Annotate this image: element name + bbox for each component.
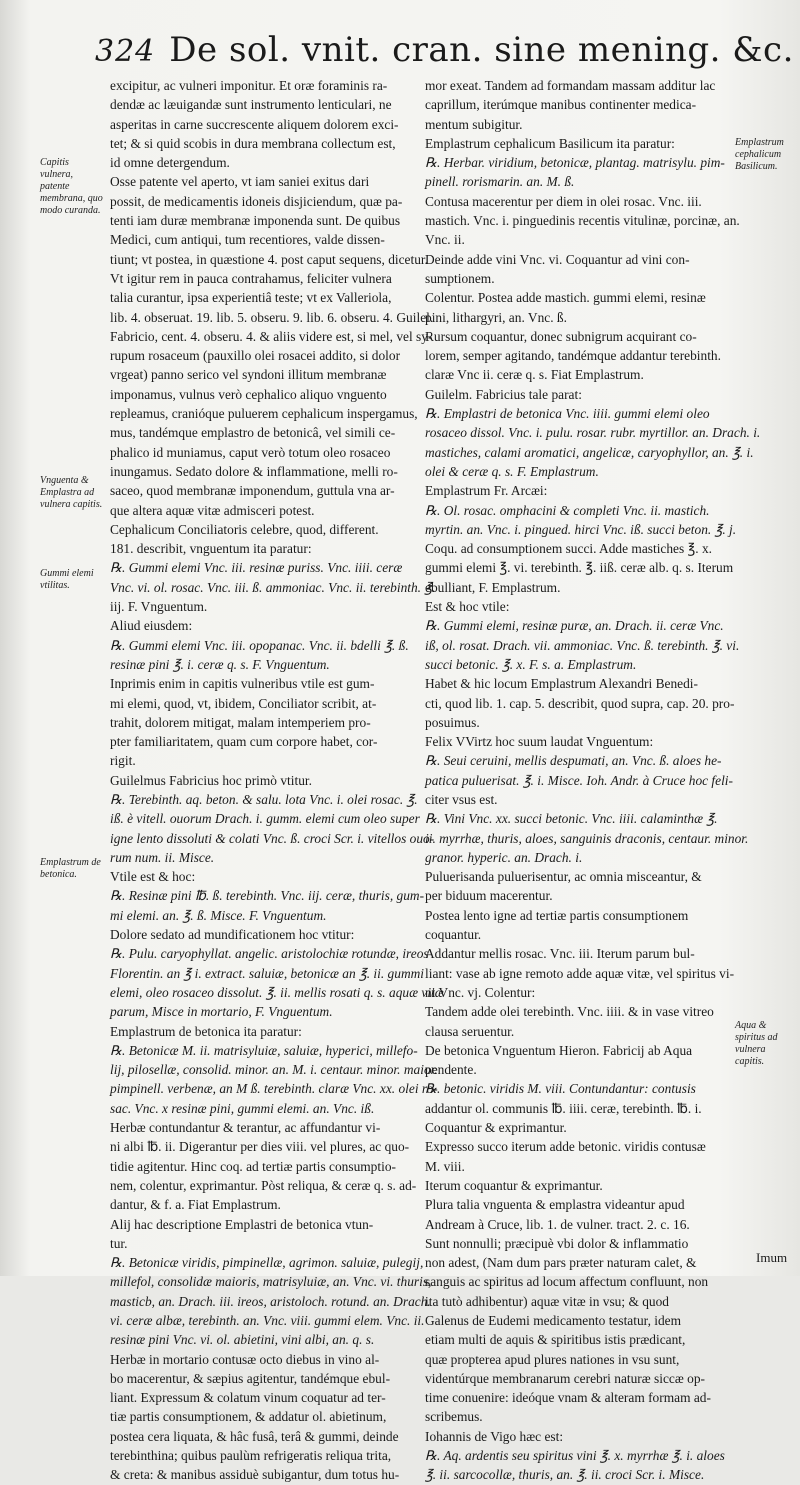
text-line: ii. myrrhæ, thuris, aloes, sanguinis draconis, centaur. minor. <box>425 830 749 846</box>
margin-note-gummi-elemi: Gummi elemi vtilitas. <box>40 568 94 591</box>
text-line: Est & hoc vtile: <box>425 599 510 615</box>
text-line: masticb, an. Drach. iii. ireos, aristoloch. rotund. an. Drach. <box>110 1293 431 1309</box>
text-line: Sunt nonnulli; præcipuè vbi dolor & inflammatio <box>425 1235 689 1251</box>
text-line: Postea lento igne ad tertiæ partis consumptionem <box>425 907 689 923</box>
text-line: resinæ pini ℥. i. ceræ q. s. F. Vnguentum. <box>110 656 330 672</box>
text-line: iij. F. Vnguentum. <box>110 599 208 615</box>
text-line: Dolore sedato ad mundificationem hoc vtitur: <box>110 927 355 943</box>
text-line: lij, pilosellæ, consolid. minor. an. M. i. centaur. minor. maior. <box>110 1062 438 1078</box>
text-line: granor. hyperic. an. Drach. i. <box>425 849 583 865</box>
text-line: que altera aquæ vitæ admisceri potest. <box>110 502 315 518</box>
text-line: excipitur, ac vulneri imponitur. Et oræ foraminis ra- <box>110 78 388 93</box>
text-line: Puluerisanda puluerisentur, ac omnia misceantur, & <box>425 869 702 885</box>
margin-note-capitis-vulnera: Capitis vulnera, patente membrana, quo modo curanda. <box>40 157 103 216</box>
text-line: liant. Expressum & colatum vinum coquatur ad ter- <box>110 1390 386 1406</box>
text-line: posuimus. <box>425 714 480 730</box>
text-line: Vnc. ii. <box>425 232 465 248</box>
text-line: M. viii. <box>425 1158 465 1174</box>
text-line: Andream à Cruce, lib. 1. de vulner. tract. 2. c. 16. <box>425 1216 690 1232</box>
text-line: Guilelmus Fabricius hoc primò vtitur. <box>110 772 312 788</box>
text-line: elemi, oleo rosaceo dissolut. ℥. ii. mellis rosati q. s. aquæ vitæ <box>110 984 444 1000</box>
text-line: Vnc. vi. ol. rosac. Vnc. iii. ß. ammoniac. Vnc. ii. terebinth. ℥. <box>110 579 436 595</box>
text-line: asperitas in carne succrescente aliquem dolorem exci- <box>110 116 399 132</box>
catchword: Imum <box>756 1250 788 1265</box>
page-header <box>95 30 794 70</box>
text-line: iß, ol. rosat. Drach. vii. ammoniac. Vnc. ß. terebinth. ℥. vi. <box>425 637 740 653</box>
text-line: De betonica Vnguentum Hieron. Fabricij ab Aqua <box>425 1042 693 1058</box>
text-line: ℞. Seui ceruini, mellis despumati, an. Vnc. ß. aloes he- <box>425 753 722 769</box>
text-line: lib. 4. obseruat. 19. lib. 5. obseru. 9. lib. 6. obseru. 4. Guilel. <box>110 309 434 325</box>
text-line: etiam multi de aquis & spiritibus istis prædicant, <box>425 1332 686 1348</box>
text-line: Medici, cum antiqui, tum recentiores, valde dissen- <box>110 232 385 248</box>
text-line: sac. Vnc. x resinæ pini, gummi elemi. an. Vnc. iß. <box>110 1100 375 1116</box>
text-line: sanguis ac spiritus ad locum affectum confluunt, non <box>425 1274 709 1290</box>
text-line: ℞. Resinæ pini ℔. ß. terebinth. Vnc. iij. ceræ, thuris, gum- <box>110 888 425 904</box>
margin-note-vnguenta-emplastra: Vnguenta & Emplastra ad vulnera capitis. <box>40 475 103 510</box>
text-line: & creta: & manibus assiduè subigantur, dum totus hu- <box>110 1467 400 1483</box>
text-line: Alij hac descriptione Emplastri de betonica vtun- <box>110 1216 374 1232</box>
text-line: bo macerentur, & sæpius agitentur, tandémque ebul- <box>110 1370 391 1386</box>
text-line: tur. <box>110 1235 128 1251</box>
text-line: ℞. Pulu. caryophyllat. angelic. aristolochiæ rotundæ, ireos <box>110 946 429 962</box>
text-line: non adest, (Nam dum pars præter naturam calet, & <box>425 1255 697 1271</box>
text-line: terebinthina; quibus paulùm refrigeratis reliqua trita, <box>110 1448 392 1464</box>
text-line: ℞. Betonicæ viridis, pimpinellæ, agrimon. saluiæ, pulegij, <box>110 1255 424 1271</box>
text-line: lorem, semper agitando, tandémque addantur terebinth. <box>425 348 721 364</box>
page-number: 324 <box>95 34 156 69</box>
text-line: pendente. <box>425 1062 477 1078</box>
text-line: ni albi ℔. ii. Digerantur per dies viii. vel plures, ac quo- <box>110 1139 410 1155</box>
text-line: mor exeat. Tandem ad formandam massam additur lac <box>425 78 716 93</box>
text-line: addantur ol. communis ℔. iiii. ceræ, terebinth. ℔. i. <box>425 1100 702 1116</box>
text-line: Colentur. Postea adde mastich. gummi elemi, resinæ <box>425 290 706 306</box>
text-line: imponamus, vulnus verò cephalico aliquo vnguento <box>110 386 387 402</box>
text-line: mus, tandémque emplastro de betonicâ, vel simili ce- <box>110 425 396 441</box>
text-line: Felix VVirtz hoc suum laudat Vnguentum: <box>425 734 654 750</box>
text-line: Herbæ contundantur & terantur, ac affundantur vi- <box>110 1120 381 1136</box>
text-line: ℞. Emplastri de betonica Vnc. iiii. gummi elemi oleo <box>425 406 710 422</box>
text-line: mi elemi, quod, vt, ibidem, Conciliator scribit, at- <box>110 695 377 711</box>
text-line: Rursum coquantur, donec subnigrum acquirant co- <box>425 328 697 344</box>
text-line: pimpinell. verbenæ, an M ß. terebinth. claræ Vnc. xx. olei ro- <box>110 1081 438 1097</box>
text-line: ℞. betonic. viridis M. viii. Contundantur: contusis <box>425 1081 696 1097</box>
text-line: ℞. Vini Vnc. xx. succi betonic. Vnc. iiii. calaminthæ ℥. <box>425 811 718 827</box>
text-line: cti, quod lib. 1. cap. 5. describit, quod supra, cap. 20. pro- <box>425 695 735 711</box>
text-line: ℞. Ol. rosac. omphacini & completi Vnc. ii. mastich. <box>425 502 710 518</box>
text-line: repleamus, cranióque puluerem cephalicum inspergamus, <box>110 406 418 422</box>
text-line: mentum subigitur. <box>425 116 523 132</box>
text-line: phalico id muniamus, caput verò totum oleo rosaceo <box>110 444 391 460</box>
text-line: Tandem adde olei terebinth. Vnc. iiii. & in vase vitreo <box>425 1004 714 1020</box>
text-line: millefol, consolidæ maioris, matrisyluiæ, an. Vnc. vi. thuris, <box>110 1274 432 1290</box>
margin-note-aqua-spiritus: Aqua & spiritus ad vulnera capitis. <box>735 1020 778 1067</box>
text-line: Iterum coquantur & exprimantur. <box>425 1177 603 1193</box>
text-line: mastiches, calami aromatici, angelicæ, caryophyllor, an. ℥. i. <box>425 444 754 460</box>
text-line: Coquantur & exprimantur. <box>425 1120 567 1136</box>
text-line: Guilelm. Fabricius tale parat: <box>425 386 582 402</box>
text-line: ita tutò adhibentur) aquæ vitæ in vsu; & quod <box>425 1293 669 1309</box>
text-line: per biduum macerentur. <box>425 888 553 904</box>
text-line: tet; & si quid scobis in dura membrana collectum est, <box>110 135 396 151</box>
text-line: parum, Misce in mortario, F. Vnguentum. <box>110 1004 333 1020</box>
text-line: igne lento dissoluti & colati Vnc. ß. croci Scr. i. vitellos ouo- <box>110 830 435 846</box>
text-line: vi. ceræ albæ, terebinth. an. Vnc. viii. gummi elem. Vnc. ii. <box>110 1313 425 1328</box>
text-line: rum num. ii. Misce. <box>110 849 215 865</box>
text-line: myrtin. an. Vnc. i. pingued. hirci Vnc. iß. succi beton. ℥. j. <box>425 521 737 537</box>
text-line: Habet & hic locum Emplastrum Alexandri Benedi- <box>425 676 698 692</box>
text-line: rupum rosaceum (pauxillo olei rosacei addito, si dolor <box>110 348 401 364</box>
text-line: ℞. Herbar. viridium, betonicæ, plantag. matrisylu. pim- <box>425 155 725 171</box>
text-line: Vt igitur rem in pauca contrahamus, feliciter vulnera <box>110 270 392 286</box>
text-line: Osse patente vel aperto, vt iam saniei exitus dari <box>110 174 370 190</box>
text-line: ℞. Gummi elemi Vnc. iii. opopanac. Vnc. ii. bdelli ℥. ß. <box>110 637 409 653</box>
text-line: Herbæ in mortario contusæ octo diebus in vino al- <box>110 1351 380 1367</box>
text-line: saceo, quod membranæ imponendum, guttula vna ar- <box>110 483 395 499</box>
text-line: tenti iam duræ membranæ imponenda sunt. De quibus <box>110 213 401 229</box>
text-line: id omne detergendum. <box>110 155 230 171</box>
text-line: iß. è vitell. ouorum Drach. i. gumm. elemi cum oleo super <box>110 811 420 827</box>
text-line: ℞. Aq. ardentis seu spiritus vini ℥. x. myrrhæ ℥. i. aloes <box>425 1448 725 1464</box>
text-line: coquantur. <box>425 927 482 943</box>
text-line: clausa seruentur. <box>425 1023 515 1039</box>
text-line: inungamus. Sedato dolore & inflammatione, melli ro- <box>110 463 398 479</box>
text-line: rigit. <box>110 753 136 769</box>
text-line: ℥. ii. sarcocollæ, thuris, an. ℥. ii. croci Scr. i. Misce. <box>425 1467 705 1483</box>
running-title: De sol. vnit. cran. sine mening. &c. <box>169 30 794 70</box>
text-line: Inprimis enim in capitis vulneribus vtile est gum- <box>110 676 375 692</box>
text-line: ℞. Gummi elemi Vnc. iii. resinæ puriss. Vnc. iiii. ceræ <box>110 560 403 576</box>
text-line: Vtile est & hoc: <box>110 869 196 885</box>
text-line: caprillum, iterúmque manibus continenter medica- <box>425 97 697 113</box>
text-line: Cephalicum Conciliatoris celebre, quod, different. <box>110 521 379 537</box>
text-line: pter familiaritatem, quam cum corpore habet, cor- <box>110 734 378 750</box>
text-line: Plura talia vnguenta & emplastra videantur apud <box>425 1197 685 1213</box>
text-line: dantur, & f. a. Fiat Emplastrum. <box>110 1197 281 1213</box>
text-line: ni Vnc. vj. Colentur: <box>425 984 536 1000</box>
text-line: citer vsus est. <box>425 791 498 807</box>
text-line: Emplastrum cephalicum Basilicum ita paratur: <box>425 135 675 151</box>
text-line: tiæ partis consumptionem, & addatur ol. abietinum, <box>110 1409 387 1425</box>
text-line: Galenus de Eudemi medicamento testatur, idem <box>425 1313 682 1328</box>
text-line: time conuenire: ideóque vnam & alteram formam ad- <box>425 1390 711 1406</box>
text-line: patica puluerisat. ℥. i. Misce. Ioh. Andr. à Cruce hoc feli- <box>425 772 733 788</box>
text-line: trahit, dolorem mitigat, malam intemperiem pro- <box>110 714 371 730</box>
text-line: dendæ ac læuigandæ sunt instrumento lenticulari, ne <box>110 97 392 113</box>
text-line: Expresso succo iterum adde betonic. viridis contusæ <box>425 1139 706 1155</box>
text-line: tidie agitentur. Hinc coq. ad tertiæ partis consumptio- <box>110 1158 396 1174</box>
text-line: succi betonic. ℥. x. F. s. a. Emplastrum. <box>425 656 637 672</box>
text-line: ℞. Betonicæ M. ii. matrisyluiæ, saluiæ, hyperici, millefo- <box>110 1042 418 1058</box>
text-line: mi elemi. an. ℥. ß. Misce. F. Vnguentum. <box>110 907 327 923</box>
text-line: tiunt; vt postea, in quæstione 4. post caput sequens, dicetur. <box>110 251 428 267</box>
text-line: Emplastrum de betonica ita paratur: <box>110 1023 302 1039</box>
text-line: ℞. Gummi elemi, resinæ puræ, an. Drach. ii. ceræ Vnc. <box>425 618 724 634</box>
text-line: Iohannis de Vigo hæc est: <box>425 1428 564 1444</box>
text-line: scribemus. <box>425 1409 483 1425</box>
text-line: quæ propterea apud plures nationes in vsu sunt, <box>425 1351 680 1367</box>
text-line: sumptionem. <box>425 270 495 286</box>
text-line: 181. describit, vnguentum ita paratur: <box>110 541 312 557</box>
text-line: Addantur mellis rosac. Vnc. iii. Iterum parum bul- <box>425 946 695 962</box>
text-line: possit, de medicamentis idoneis disjiciendum, quæ pa- <box>110 193 403 209</box>
text-line: claræ Vnc ii. ceræ q. s. Fiat Emplastrum. <box>425 367 644 383</box>
text-line: Coqu. ad consumptionem succi. Adde mastiches ℥. x. <box>425 541 713 557</box>
text-line: talia curantur, ipsa experientiâ teste; vt ex Valleriola, <box>110 290 392 306</box>
text-line: videntúrque membranarum cerebri naturæ siccæ op- <box>425 1370 705 1386</box>
text-line: resinæ pini Vnc. vi. ol. abietini, vini albi, an. q. s. <box>110 1332 375 1348</box>
text-line: Contusa macerentur per diem in olei rosac. Vnc. iii. <box>425 193 702 209</box>
text-line: Deinde adde vini Vnc. vi. Coquantur ad vini con- <box>425 251 690 267</box>
text-line: pinell. rorismarin. an. M. ß. <box>425 174 575 190</box>
left-column <box>110 76 444 1485</box>
text-line: ebulliant, F. Emplastrum. <box>425 579 561 595</box>
text-line: nem, colentur, exprimantur. Pòst reliqua, & ceræ q. s. ad- <box>110 1177 417 1193</box>
text-line: liant: vase ab igne remoto adde aquæ vitæ, vel spiritus vi- <box>425 965 735 981</box>
text-line: olei & ceræ q. s. F. Emplastrum. <box>425 463 599 479</box>
margin-note-emplastrum-cephalicum: Emplastrum cephalicum Basilicum. <box>735 137 784 172</box>
text-line: vrgeat) panno serico vel syndoni illitum membranæ <box>110 367 387 383</box>
text-line: gummi elemi ℥. vi. terebinth. ℥. iiß. ceræ alb. q. s. Iterum <box>425 560 734 576</box>
margin-note-emplastrum-betonica: Emplastrum de betonica. <box>40 857 101 880</box>
text-line: Emplastrum Fr. Arcæi: <box>425 483 548 499</box>
text-line: mastich. Vnc. i. pinguedinis recentis vitulinæ, porcinæ, an. <box>425 213 740 229</box>
text-line: rosaceo dissol. Vnc. i. pulu. rosar. rubr. myrtillor. an. Drach. i. <box>425 425 761 441</box>
text-line: Aliud eiusdem: <box>110 618 193 634</box>
text-line: ℞. Terebinth. aq. beton. & salu. lota Vnc. i. olei rosac. ℥. <box>110 791 418 807</box>
text-line: postea cera liquata, & hâc fusâ, terâ & gummi, deinde <box>110 1428 399 1444</box>
text-line: Fabricio, cent. 4. obseru. 4. & aliis videre est, si mel, vel sy- <box>110 328 433 344</box>
text-line: pini, lithargyri, an. Vnc. ß. <box>425 309 567 325</box>
text-line: Florentin. an ℥ i. extract. saluiæ, betonicæ an ℥. ii. gummi <box>110 965 425 981</box>
